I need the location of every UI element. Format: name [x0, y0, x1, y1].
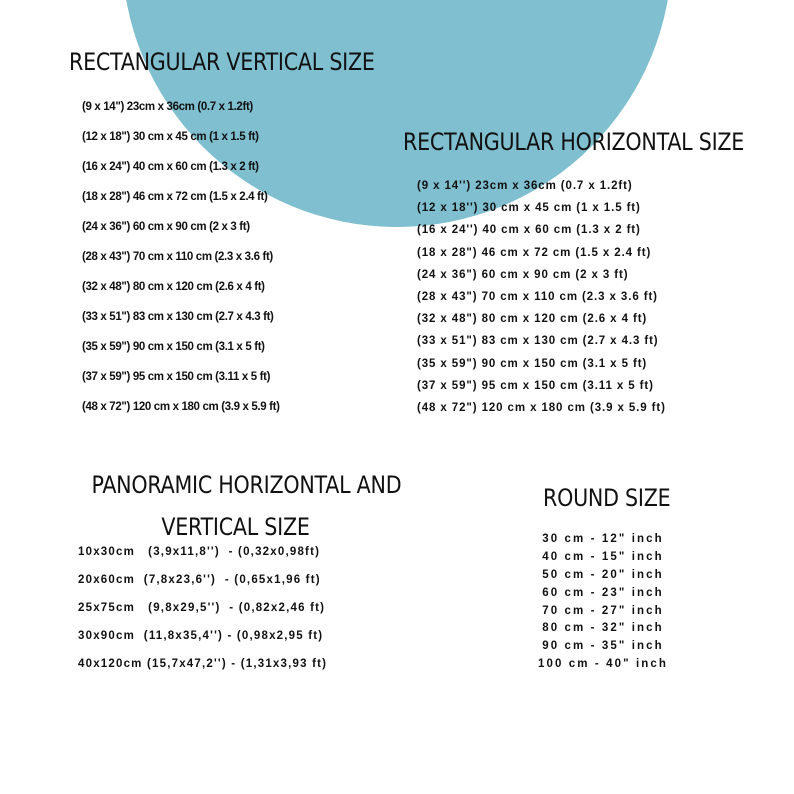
size-item: 80 cm - 32" inch	[542, 622, 664, 635]
size-item: (33 x 51") 83 cm x 130 cm (2.7 x 4.3 ft)	[417, 335, 659, 348]
size-item: 90 cm - 35" inch	[542, 640, 664, 653]
size-item: (18 x 28") 46 cm x 72 cm (1.5 x 2.4 ft)	[82, 191, 268, 203]
rectangular-vertical-list	[82, 99, 280, 429]
size-item: (35 x 59") 90 cm x 150 cm (3.1 x 5 ft)	[82, 341, 265, 353]
size-item: (37 x 59") 95 cm x 150 cm (3.11 x 5 ft)	[417, 379, 654, 392]
size-item: (24 x 36") 60 cm x 90 cm (2 x 3 ft)	[82, 221, 250, 233]
size-item: 30 cm - 12" inch	[542, 533, 664, 545]
size-item: (28 x 43") 70 cm x 110 cm (2.3 x 3.6 ft)	[417, 290, 658, 303]
size-item: (37 x 59") 95 cm x 150 cm (3.11 x 5 ft)	[82, 371, 271, 383]
size-item: (9 x 14") 23cm x 36cm (0.7 x 1.2ft)	[82, 101, 253, 113]
size-item: (12 x 18") 30 cm x 45 cm (1 x 1.5 ft)	[82, 131, 259, 143]
round-size-list	[520, 531, 686, 674]
panoramic-title-line-2: VERTICAL SIZE	[161, 513, 310, 541]
rectangular-horizontal-list	[417, 178, 666, 422]
size-item: 70 cm - 27" inch	[542, 604, 664, 617]
panoramic-list	[78, 544, 327, 684]
rectangular-horizontal-title: RECTANGULAR HORIZONTAL SIZE	[403, 128, 745, 156]
size-item: 25x75cm (9,8x29,5'') - (0,82x2,46 ft)	[78, 602, 326, 614]
size-item: 30x90cm (11,8x35,4'') - (0,98x2,95 ft)	[78, 630, 324, 642]
size-item: (28 x 43") 70 cm x 110 cm (2.3 x 3.6 ft)	[82, 251, 273, 263]
size-item: (16 x 24'') 40 cm x 60 cm (1.3 x 2 ft)	[417, 224, 641, 237]
size-item: 60 cm - 23" inch	[542, 586, 664, 599]
size-item: (12 x 18'') 30 cm x 45 cm (1 x 1.5 ft)	[417, 202, 641, 215]
size-item: (16 x 24") 40 cm x 60 cm (1.3 x 2 ft)	[82, 161, 259, 173]
size-item: 40 cm - 15" inch	[542, 550, 664, 563]
size-item: 50 cm - 20" inch	[542, 568, 664, 581]
size-item: (48 x 72") 120 cm x 180 cm (3.9 x 5.9 ft)	[417, 401, 666, 414]
size-item: (35 x 59") 90 cm x 150 cm (3.1 x 5 ft)	[417, 357, 648, 370]
panoramic-title-line-1: PANORAMIC HORIZONTAL AND	[91, 471, 402, 499]
round-size-title: ROUND SIZE	[543, 484, 671, 512]
rectangular-vertical-title: RECTANGULAR VERTICAL SIZE	[69, 48, 375, 76]
size-item: (33 x 51") 83 cm x 130 cm (2.7 x 4.3 ft)	[82, 311, 274, 323]
size-item: (9 x 14'') 23cm x 36cm (0.7 x 1.2ft)	[417, 180, 633, 192]
size-item: 20x60cm (7,8x23,6'') - (0,65x1,96 ft)	[78, 574, 321, 586]
size-item: (32 x 48") 80 cm x 120 cm (2.6 x 4 ft)	[82, 281, 265, 293]
size-item: 40x120cm (15,7x47,2'') - (1,31x3,93 ft)	[78, 658, 328, 670]
panoramic-title	[68, 464, 403, 548]
size-item: (24 x 36") 60 cm x 90 cm (2 x 3 ft)	[417, 268, 629, 281]
size-item: (18 x 28") 46 cm x 72 cm (1.5 x 2.4 ft)	[417, 246, 652, 259]
size-item: (48 x 72") 120 cm x 180 cm (3.9 x 5.9 ft)	[82, 401, 280, 413]
size-item: 100 cm - 40" inch	[537, 658, 668, 671]
size-item: 10x30cm (3,9x11,8'') - (0,32x0,98ft)	[78, 546, 321, 558]
size-item: (32 x 48") 80 cm x 120 cm (2.6 x 4 ft)	[417, 313, 648, 326]
